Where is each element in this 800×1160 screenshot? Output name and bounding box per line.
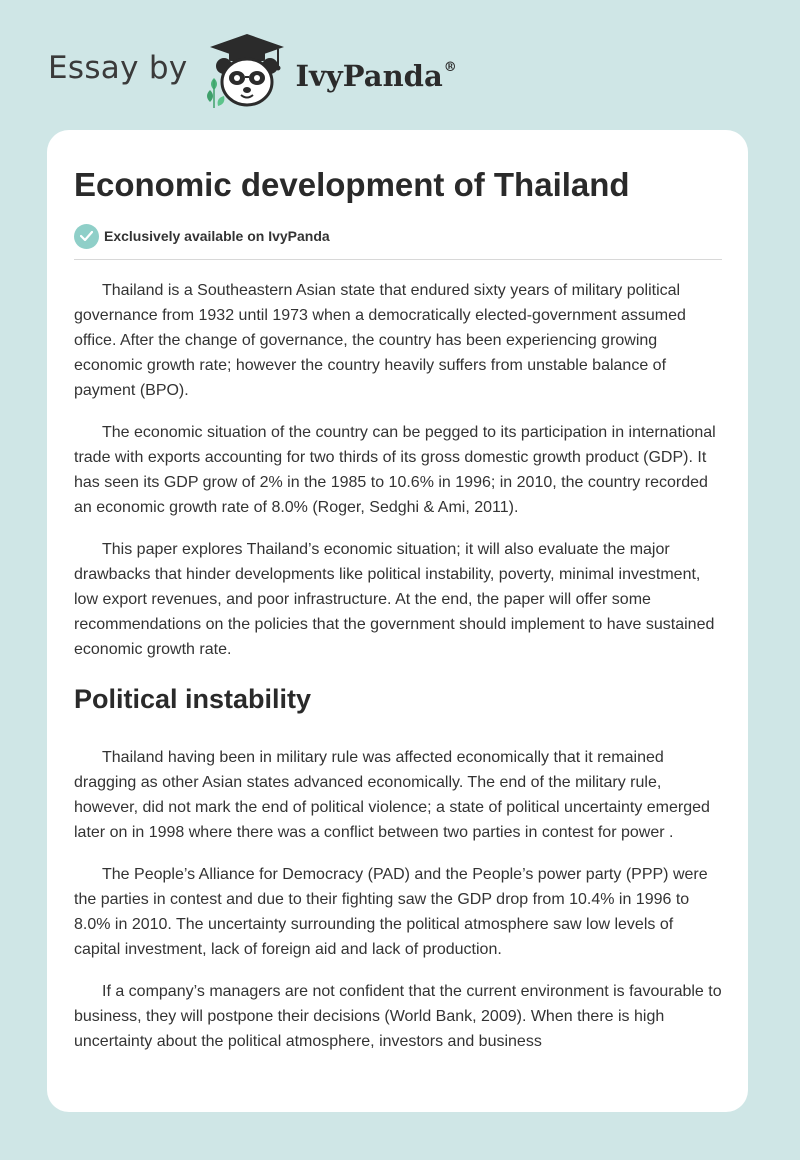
site-header — [48, 32, 457, 112]
essay-by-label: Essay by — [48, 50, 188, 86]
exclusive-notice — [74, 223, 722, 249]
brand-text: IvyPanda — [295, 59, 443, 93]
essay-card — [47, 130, 748, 1112]
essay-title: Economic development of Thailand — [74, 166, 630, 203]
registered-mark: ® — [443, 60, 457, 76]
section-heading-political-instability: Political instability — [74, 684, 312, 714]
section-paragraph-2: The People’s Alliance for Democracy (PAD) and the People’s power party (PPP) were the parties in contest and due to their fighting saw the GDP drop from 10.4% in 1996 to 8.0% in 2010. The uncertainty surrounding the political atmosphere saw low levels of capital investment, lack of foreign aid and lack of production. — [74, 866, 708, 958]
section-paragraph-1: Thailand having been in military rule was affected economically that it remained dragging as other Asian states advanced economically. The end of the military rule, however, did not mark the end of political violence; a state of political uncertainty emerged later on in 1998 where there was a conflict between two parties in contest for power . — [74, 749, 710, 841]
intro-paragraph-2: The economic situation of the country can be pegged to its participation in international trade with exports accounting for two thirds of its gross domestic growth product (GDP). It has seen its GDP grow of 2% in the 1985 to 10.6% in 1996; in 2010, the country recorded an economic growth rate of 8.0% (Roger, Sedghi & Ami, 2011). — [74, 424, 716, 516]
exclusive-label: Exclusively available on IvyPanda — [104, 228, 330, 244]
check-icon — [74, 224, 99, 249]
section-paragraph-3: If a company’s managers are not confident that the current environment is favourable to business, they will postpone their decisions (World Bank, 2009). When there is high uncertainty about the political atmosphere, investors and business — [74, 983, 722, 1050]
ivypanda-brand[interactable] — [296, 59, 457, 93]
intro-paragraph-3: This paper explores Thailand’s economic situation; it will also evaluate the major drawbacks that hinder developments like political instability, poverty, minimal investment, low export revenues, and poor infrastructure. At the end, the paper will offer some recommendations on the policies that the government should implement to have sustained economic growth rate. — [74, 541, 715, 658]
intro-paragraph-1: Thailand is a Southeastern Asian state that endured sixty years of military political governance from 1932 until 1973 when a democratically elected-government assumed office. After the change of governance, the country has been experiencing growing economic growth rate; however the country heavily suffers from unstable balance of payment (BPO). — [74, 282, 686, 399]
ivypanda-panda-icon[interactable] — [202, 32, 292, 112]
title-divider — [74, 259, 722, 260]
